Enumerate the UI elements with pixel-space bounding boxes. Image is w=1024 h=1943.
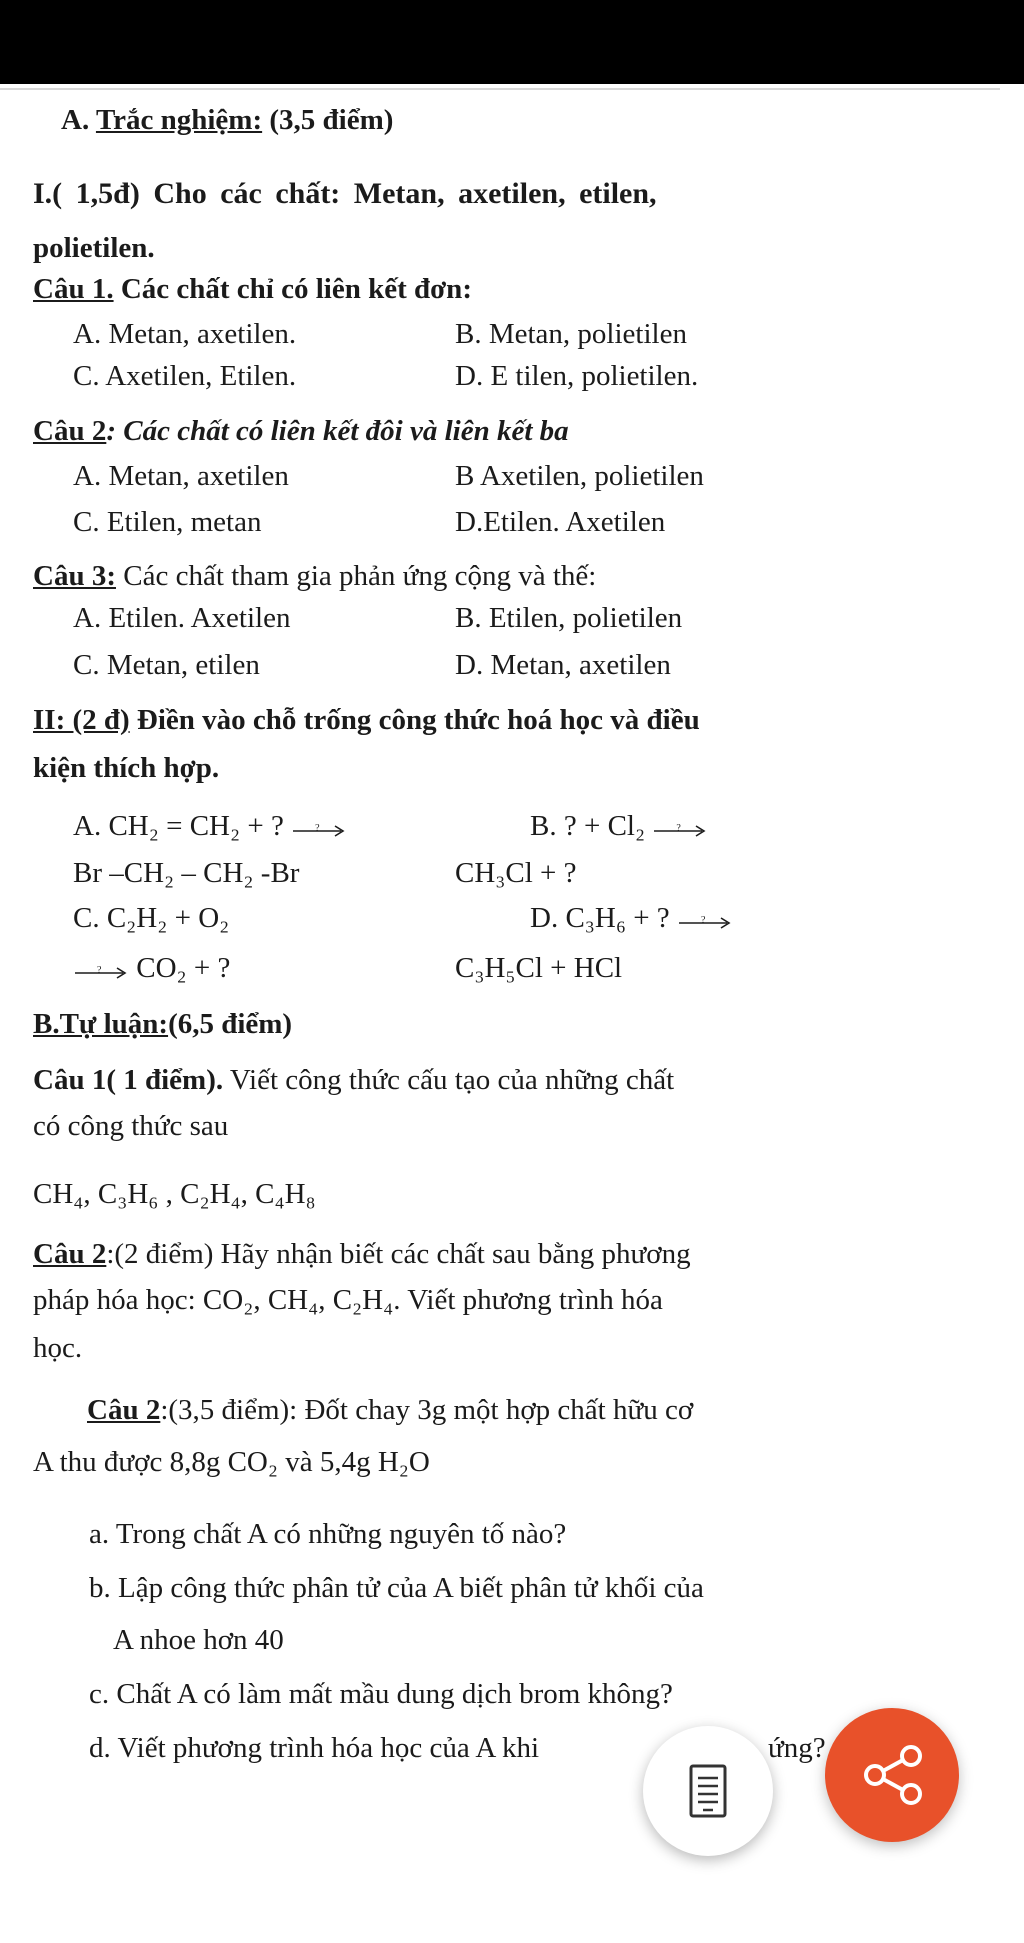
question-2-text: : Các chất có liên kết đôi và liên kết ba: [106, 415, 569, 447]
sub-item-c: c. Chất A có làm mất mầu dung dịch brom không?: [89, 1678, 673, 1710]
part-b-heading: [33, 1006, 292, 1042]
b-question-1-cont: có công thức sau: [33, 1110, 229, 1142]
reaction-b-line1: [530, 808, 708, 844]
reaction-arrow: [652, 815, 708, 835]
b-question-1-formulas: CH₄, C₃H₆ , C₂H₄, C₄H₈: [33, 1178, 316, 1210]
divider: [0, 88, 1000, 90]
reaction-arrow: [73, 957, 129, 977]
sub-item-d: d. Viết phương trình hóa học của A khi: [89, 1732, 540, 1764]
reaction-arrow: [291, 815, 347, 835]
section1-title: I.( 1,5đ) Cho các chất: Metan, axetilen, etilen,: [33, 177, 657, 210]
arrow-mark: ?: [700, 915, 706, 926]
b-question-1-text: Viết công thức cấu tạo của những chất: [229, 1064, 675, 1096]
sub-item-a: a. Trong chất A có những nguyên tố nào?: [89, 1518, 567, 1550]
question-3-text: Các chất tham gia phản ứng cộng và thế:: [123, 560, 597, 592]
section2-label: II: (2 đ): [33, 704, 130, 736]
b-question-2-text: :(2 điểm) Hãy nhận biết các chất sau bằng phương: [106, 1238, 691, 1270]
part-a-heading: [61, 102, 393, 138]
b-question-2-label: Câu 2: [33, 1238, 107, 1270]
question-3: [33, 558, 596, 594]
arrow-mark: ?: [315, 823, 320, 834]
section2-text-cont: kiện thích hợp.: [33, 752, 220, 784]
question-2: [33, 413, 569, 449]
share-icon: [825, 1708, 959, 1842]
b-question-1-title: Câu 1( 1 điểm).: [33, 1064, 224, 1096]
b-question-2: [33, 1236, 691, 1272]
reaction-b-line2: CH₃Cl + ?: [455, 857, 577, 889]
reaction-d-line1: [530, 900, 733, 936]
share-button[interactable]: [825, 1708, 959, 1842]
reaction-b-left: B. ? + Cl₂: [530, 810, 646, 842]
b-question-3-text: :(3,5 điểm): Đốt chay 3g một hợp chất hữu cơ: [160, 1394, 694, 1426]
reaction-d-left: D. C₃H₆ + ?: [530, 902, 670, 934]
b-question-3-label: Câu 2: [87, 1394, 161, 1426]
sub-item-d-end: ứng?: [768, 1732, 826, 1764]
reaction-c-line1: C. C₂H₂ + O₂: [73, 902, 230, 934]
arrow-mark: ?: [676, 823, 681, 834]
reaction-c-line2: [73, 950, 230, 986]
question-1: [33, 271, 472, 307]
b-question-3: [87, 1392, 693, 1428]
top-bar: [0, 0, 1024, 84]
part-b-points: (6,5 điểm): [168, 1008, 293, 1040]
question-2-label: Câu 2: [33, 415, 107, 447]
q2-option-b: B Axetilen, polietilen: [455, 460, 704, 492]
b-question-3-cont: A thu được 8,8g CO₂ và 5,4g H₂O: [33, 1446, 430, 1478]
question-1-label: Câu 1.: [33, 273, 114, 305]
sub-item-b-cont: A nhoe hơn 40: [113, 1624, 284, 1656]
q2-option-c: C. Etilen, metan: [73, 506, 262, 538]
section2-text: Điền vào chỗ trống công thức hoá học và điều: [136, 704, 700, 736]
reaction-d-line2: C₃H₅Cl + HCl: [455, 952, 623, 984]
reaction-a-line2: Br –CH₂ – CH₂ -Br: [73, 857, 300, 889]
q1-option-d: D. E tilen, polietilen.: [455, 360, 699, 392]
arrow-mark: ?: [97, 965, 102, 976]
reaction-a-left: A. CH₂ = CH₂ + ?: [73, 810, 284, 842]
document-icon: [643, 1726, 773, 1856]
question-1-text: Các chất chỉ có liên kết đơn:: [120, 273, 472, 305]
q3-option-a: A. Etilen. Axetilen: [73, 602, 291, 634]
question-3-label: Câu 3:: [33, 560, 116, 592]
document-button[interactable]: [643, 1726, 773, 1856]
b-question-1: [33, 1062, 674, 1098]
q1-option-b: B. Metan, polietilen: [455, 318, 687, 350]
q1-option-a: A. Metan, axetilen.: [73, 318, 297, 350]
reaction-arrow: [677, 907, 733, 927]
part-b-title: B.Tự luận:: [33, 1008, 169, 1040]
b-question-2-cont: pháp hóa học: CO₂, CH₄, C₂H₄. Viết phương trình hóa: [33, 1284, 663, 1316]
q3-option-d: D. Metan, axetilen: [455, 649, 671, 681]
part-a-letter: A.: [61, 104, 90, 136]
reaction-a-line1: [73, 808, 347, 844]
q3-option-c: C. Metan, etilen: [73, 649, 260, 681]
sub-item-b: b. Lập công thức phân tử của A biết phân tử khối của: [89, 1572, 704, 1604]
part-a-title: Trắc nghiệm:: [95, 104, 263, 136]
section2-title: [33, 702, 700, 738]
reaction-c-right: CO₂ + ?: [136, 952, 231, 984]
b-question-2-end: học.: [33, 1332, 83, 1364]
q3-option-b: B. Etilen, polietilen: [455, 602, 683, 634]
section1-title-cont: polietilen.: [33, 232, 155, 264]
q1-option-c: C. Axetilen, Etilen.: [73, 360, 297, 392]
q2-option-a: A. Metan, axetilen: [73, 460, 289, 492]
q2-option-d: D.Etilen. Axetilen: [455, 506, 666, 538]
part-a-points: (3,5 điểm): [269, 104, 394, 136]
